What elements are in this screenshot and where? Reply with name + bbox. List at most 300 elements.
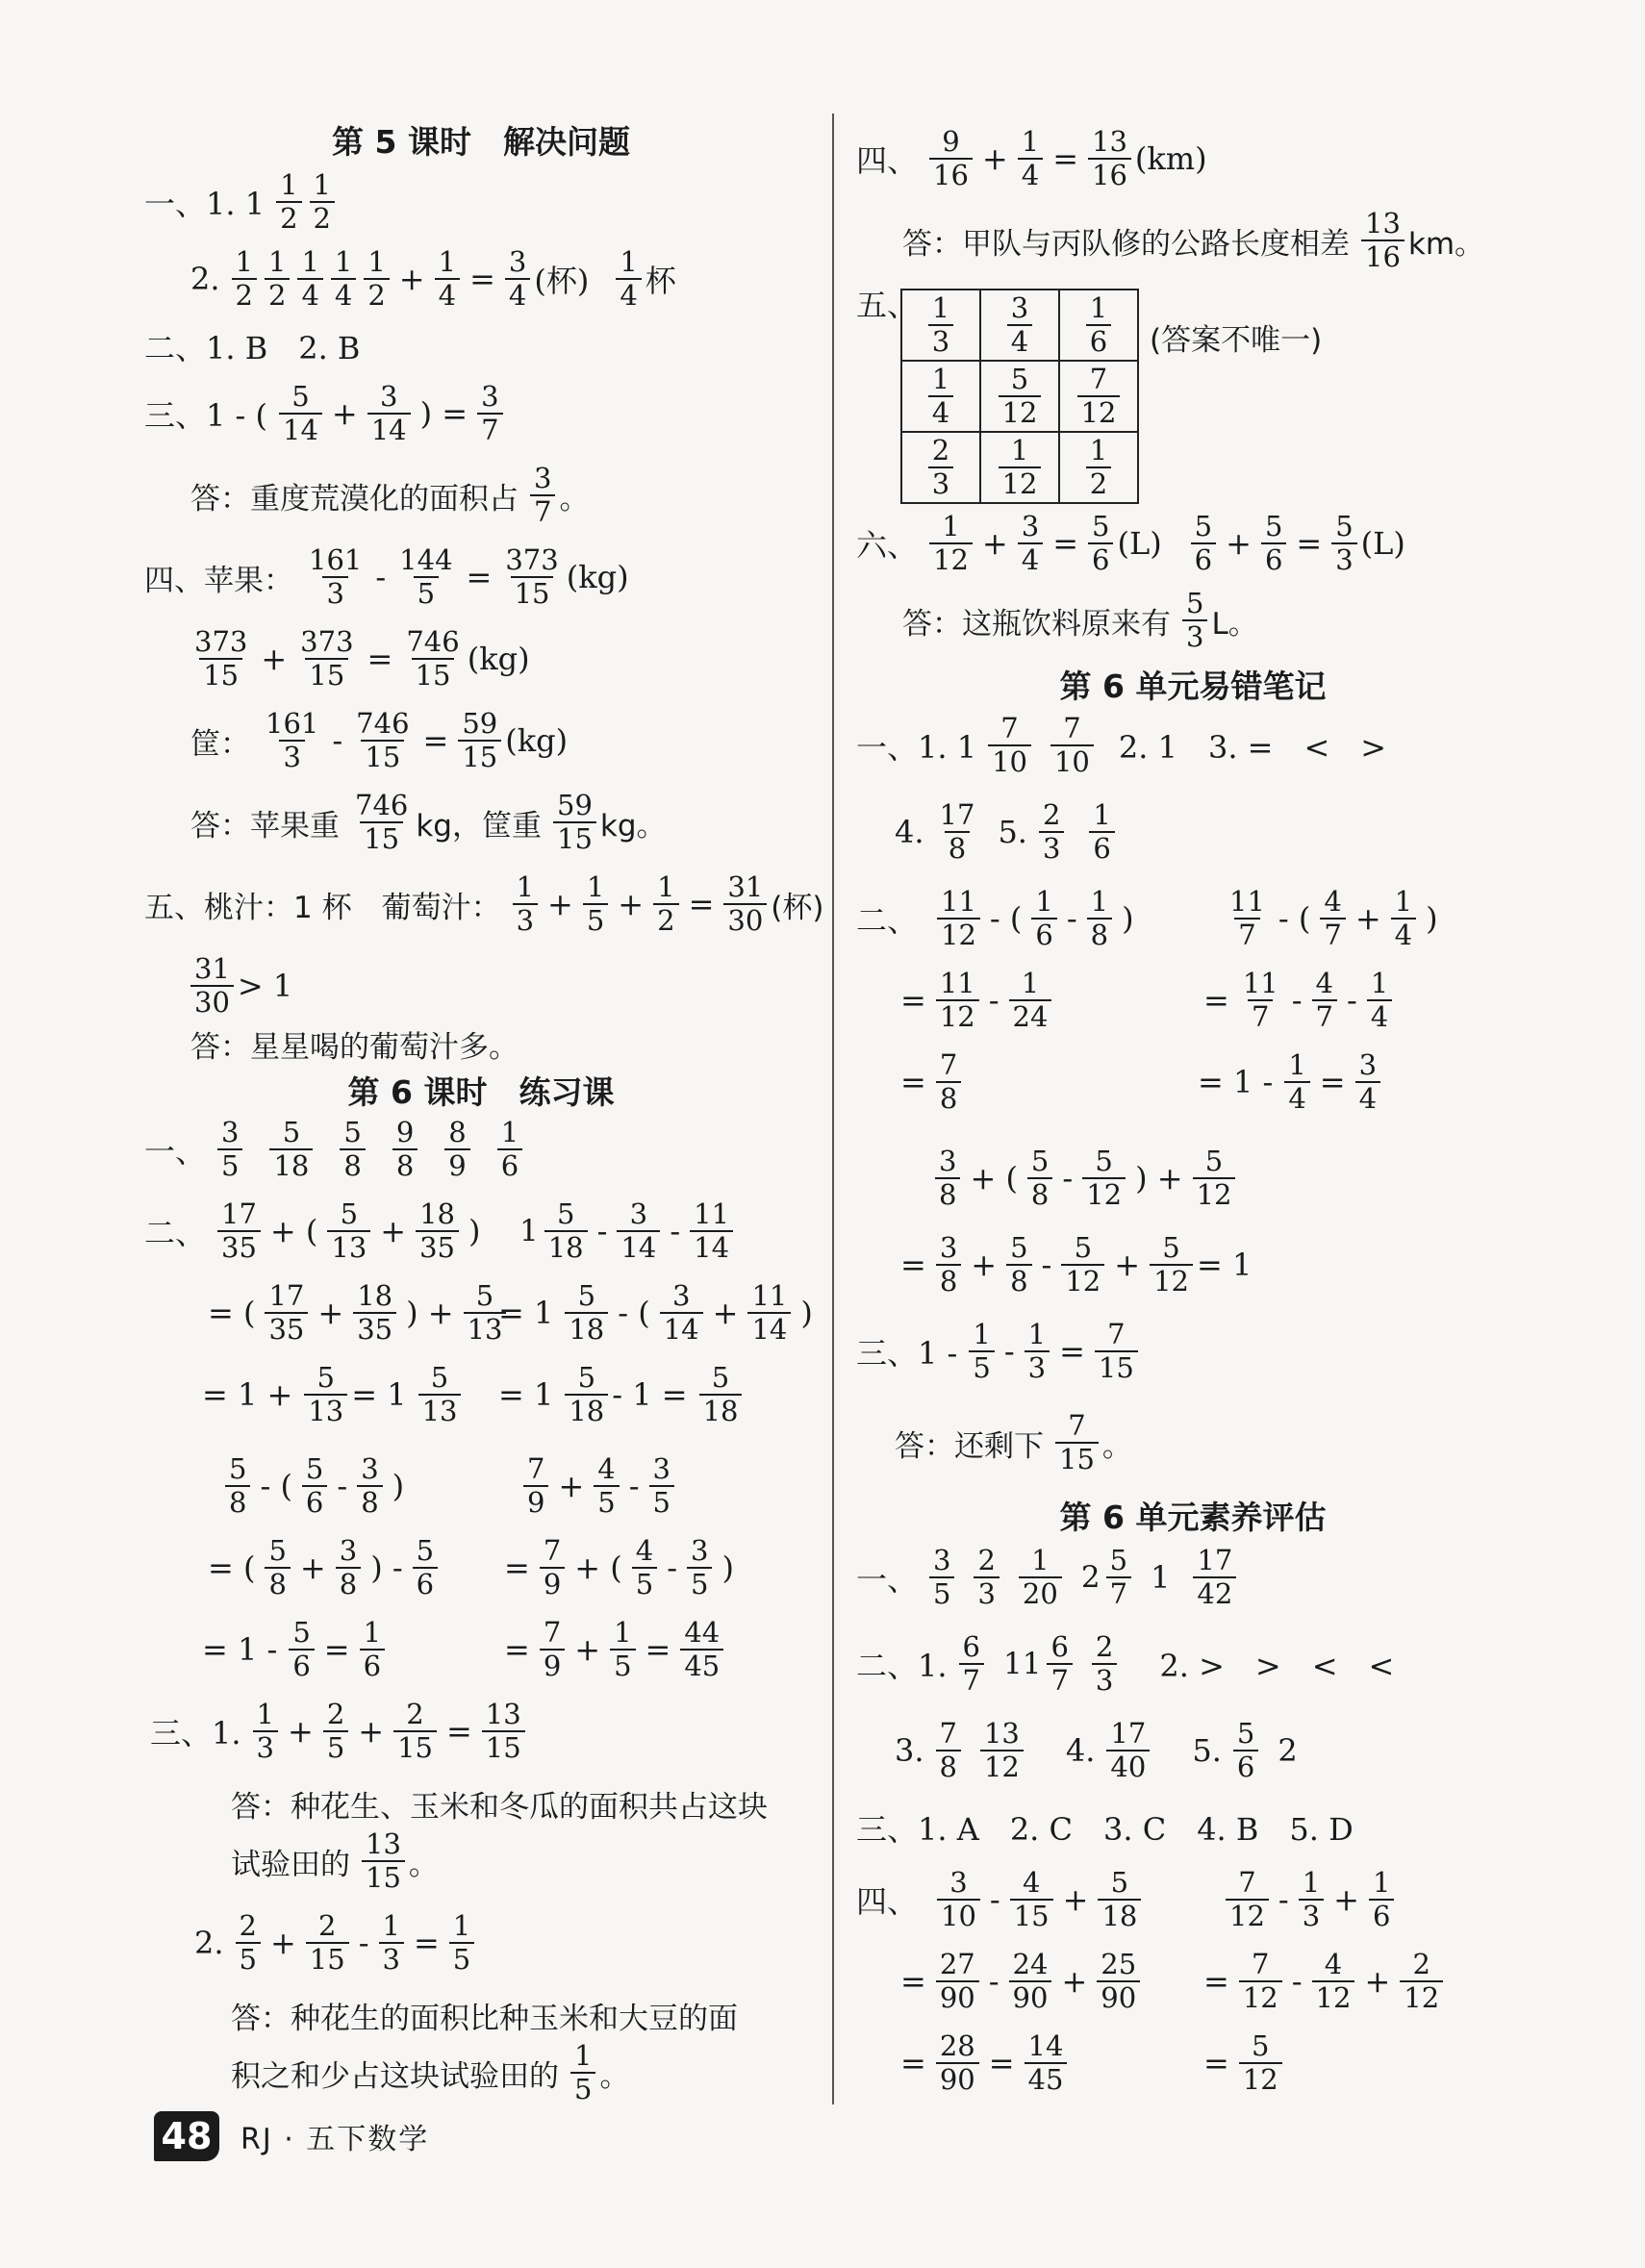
page-number: 48 — [154, 2111, 219, 2161]
fraction — [999, 435, 1042, 500]
denominator: 7 — [1047, 1663, 1072, 1697]
label: 二、1. — [856, 1648, 948, 1684]
denominator: 6 — [302, 1485, 327, 1519]
numerator: 7 — [939, 1717, 957, 1750]
answer-line: = 1 - $\frac{5}{6}$ = $\frac{1}{6}$ — [202, 1606, 389, 1693]
fraction — [323, 1699, 348, 1764]
fraction — [310, 169, 335, 235]
denominator: 3 — [1092, 1663, 1117, 1697]
numerator: 5 — [229, 1452, 247, 1485]
numerator: 3 — [629, 1197, 648, 1230]
label: 4. — [895, 814, 924, 850]
answer-line — [231, 1818, 446, 1904]
numerator: 2 — [1042, 798, 1061, 831]
denominator: 2 — [653, 903, 678, 937]
denominator: 10 — [988, 744, 1031, 778]
denominator: 9 — [540, 1649, 565, 1682]
denominator: 3 — [1299, 1899, 1324, 1932]
denominator: 15 — [1010, 1899, 1053, 1932]
fraction — [1061, 1232, 1104, 1298]
answer-line: = ( $\frac{5}{8}$ + $\frac{3}{8}$ ) - $\frac{5}{6}$ — [202, 1525, 442, 1611]
fraction — [1082, 1146, 1126, 1211]
answer-line — [902, 197, 1492, 284]
answer-text: kg，筐重 — [416, 808, 542, 844]
fraction — [360, 1617, 385, 1682]
numerator: 11 — [941, 885, 976, 918]
denominator: 12 — [929, 542, 973, 576]
denominator: 6 — [497, 1148, 522, 1182]
numerator: 5 — [268, 1534, 287, 1567]
numerator: 13 — [1092, 125, 1127, 158]
section-title-lesson6: 第 6 课时 练习课 — [347, 1073, 615, 1111]
fraction — [505, 246, 530, 312]
numerator: 1 — [931, 363, 950, 395]
fraction — [296, 626, 357, 692]
numerator: 28 — [939, 2029, 975, 2062]
unit: (km) — [1134, 140, 1207, 177]
answer-line: 1 $\frac{5}{18}$ - $\frac{3}{14}$ - $\frac{11}{14}$ — [519, 1188, 737, 1274]
answer-line: 三、1. $\frac{1}{3}$ + $\frac{2}{5}$ + $\frac{2}{15}$ = $\frac{13}{15}$ — [150, 1688, 529, 1775]
numerator: 3 — [652, 1452, 671, 1485]
numerator: 4 — [1315, 967, 1333, 999]
answer-line: $\frac{7}{9}$ + $\frac{4}{5}$ - $\frac{3}{5}$ — [519, 1443, 678, 1529]
denominator: 4 — [1284, 1081, 1309, 1115]
denominator: 7 — [959, 1663, 984, 1697]
numerator: 5 — [1010, 363, 1029, 395]
grid-cell — [901, 361, 980, 432]
denominator: 15 — [1095, 1350, 1138, 1384]
numerator: 17 — [1110, 1717, 1147, 1750]
fraction — [936, 2030, 979, 2096]
fraction — [1355, 1049, 1380, 1115]
fraction — [1312, 968, 1337, 1033]
label: 一、1. 1 — [144, 186, 266, 222]
fraction — [1284, 1049, 1309, 1115]
numerator: 2 — [1412, 1948, 1430, 1980]
numerator: 5 — [577, 1361, 596, 1394]
numerator: 3 — [1358, 1048, 1378, 1081]
denominator: 2 — [310, 201, 335, 235]
numerator: 2 — [1095, 1630, 1114, 1663]
denominator: 18 — [1098, 1899, 1141, 1932]
numerator: 2 — [239, 1909, 257, 1942]
fraction — [1009, 968, 1052, 1033]
fraction — [1088, 126, 1131, 191]
denominator: 12 — [999, 466, 1042, 500]
denominator: 12 — [1312, 1980, 1355, 2014]
denominator: 5 — [449, 1942, 474, 1976]
answer-line — [856, 702, 1394, 789]
fraction — [413, 1535, 438, 1600]
numerator: 5 — [577, 1279, 596, 1312]
numerator: 2 — [977, 1544, 996, 1576]
numerator: 7 — [543, 1616, 562, 1649]
numerator: 1 — [452, 1909, 471, 1942]
label: 一、 — [856, 1561, 919, 1598]
denominator: 9 — [540, 1567, 565, 1600]
numerator: 5 — [1074, 1231, 1093, 1264]
fraction — [232, 246, 257, 312]
fraction — [1226, 1867, 1269, 1932]
fraction — [362, 1828, 405, 1894]
denominator: 5 — [649, 1485, 674, 1519]
fraction — [190, 626, 251, 692]
answer-line: = $\frac{11}{12}$ - $\frac{1}{24}$ — [895, 957, 1055, 1044]
text: = 1 + — [202, 1376, 293, 1413]
fraction — [1086, 435, 1111, 500]
unit: (kg) — [566, 559, 629, 595]
denominator: 8 — [357, 1485, 382, 1519]
denominator: 3 — [1025, 1350, 1050, 1384]
answer-text: 答：种花生的面积比种玉米和大豆的面 — [231, 2001, 738, 2036]
numerator: 5 — [282, 1116, 301, 1148]
denominator: 6 — [413, 1567, 438, 1600]
denominator: 8 — [935, 1177, 960, 1211]
numerator: 4 — [1022, 1866, 1041, 1899]
numerator: 24 — [1012, 1948, 1049, 1980]
numerator: 3 — [339, 1534, 358, 1567]
answer-line: = ( $\frac{17}{35}$ + $\frac{18}{35}$ ) + $\frac{5}{13}$ — [202, 1270, 510, 1356]
fraction — [458, 708, 501, 773]
label: 二、 — [856, 902, 919, 939]
numerator: 31 — [727, 870, 764, 903]
numerator: 17 — [1197, 1544, 1233, 1576]
fraction — [352, 708, 413, 773]
denominator: 5 — [583, 903, 608, 937]
fraction — [928, 364, 953, 429]
numerator: 1 — [942, 510, 960, 542]
numerator: 5 — [291, 380, 310, 413]
compare-text: > 1 — [237, 968, 293, 1004]
numerator: 5 — [1162, 1231, 1180, 1264]
denominator: 8 — [1087, 918, 1112, 951]
answer-line: = $\frac{27}{90}$ - $\frac{24}{90}$ + $\frac{25}{90}$ — [895, 1938, 1144, 2025]
answer-line — [895, 789, 1119, 875]
denominator: 18 — [565, 1312, 608, 1346]
denominator: 3 — [513, 903, 538, 937]
denominator: 15 — [361, 740, 404, 773]
denominator: 5 — [414, 576, 439, 610]
denominator: 3 — [928, 466, 953, 500]
label: 一、1. 1 — [856, 729, 977, 766]
fraction — [649, 1453, 674, 1519]
denominator: 8 — [392, 1148, 418, 1182]
numerator: 5 — [343, 1116, 362, 1148]
numerator: 3 — [1010, 291, 1029, 324]
numerator: 373 — [300, 625, 354, 658]
numerator: 7 — [1089, 363, 1108, 395]
denominator: 8 — [936, 1264, 961, 1298]
numerator: 3 — [361, 1452, 379, 1485]
fraction — [690, 1198, 733, 1264]
numerator: 5 — [475, 1279, 494, 1312]
denominator: 3 — [322, 576, 347, 610]
numerator: 11 — [751, 1279, 788, 1312]
section-title-unit6-assessment: 第 6 单元素养评估 — [1059, 1499, 1327, 1536]
fraction — [1018, 126, 1043, 191]
answer-line: 2. $\frac{2}{5}$ + $\frac{2}{15}$ - $\frac{1}{3}$ = $\frac{1}{5}$ — [194, 1900, 478, 1986]
numerator: 3 — [691, 1534, 709, 1567]
denominator: 8 — [225, 1485, 250, 1519]
label: 五、桃汁：1 杯 葡萄汁： — [144, 890, 501, 925]
numerator: 27 — [939, 1948, 975, 1980]
denominator: 20 — [1019, 1576, 1062, 1610]
answer-line: 二、 $\frac{11}{12}$ - ( $\frac{1}{6}$ - $\frac{1}{8}$ ) — [856, 885, 1134, 951]
fraction — [1312, 1949, 1355, 2014]
fraction — [497, 1117, 522, 1182]
fraction — [367, 381, 411, 446]
answer-line: = $\frac{28}{90}$ = $\frac{14}{45}$ — [895, 2020, 1071, 2106]
denominator: 2 — [265, 278, 290, 312]
numerator: 1 — [267, 245, 287, 278]
numerator: 3 — [939, 1145, 957, 1177]
answer-text: 答：这瓶饮料原来有 — [902, 606, 1171, 642]
numerator: 3 — [534, 462, 552, 494]
fraction — [1226, 886, 1269, 951]
fraction — [1299, 1867, 1324, 1932]
fraction — [1400, 1949, 1443, 2014]
fraction — [1089, 799, 1114, 865]
fraction — [435, 246, 460, 312]
denominator: 35 — [265, 1312, 308, 1346]
answer-text: 答：甲队与丙队修的公路长度相差 — [902, 226, 1350, 262]
denominator: 4 — [505, 278, 530, 312]
answer-text: 答：还剩下 — [895, 1428, 1044, 1464]
denominator: 30 — [723, 903, 767, 937]
denominator: 5 — [610, 1649, 635, 1682]
denominator: 5 — [929, 1576, 954, 1610]
numerator: 746 — [406, 625, 460, 658]
numerator: 4 — [1324, 1948, 1343, 1980]
answer-line — [144, 1106, 526, 1193]
fraction — [1007, 292, 1032, 358]
numerator: 3 — [379, 380, 398, 413]
numerator: 9 — [395, 1116, 415, 1148]
denominator: 12 — [936, 999, 979, 1033]
numerator: 1 — [657, 870, 675, 903]
grid-cell — [901, 290, 980, 361]
denominator: 12 — [1082, 1177, 1126, 1211]
numerator: 1 — [363, 1616, 382, 1649]
numerator: 3 — [933, 1544, 951, 1576]
answer-line: = 1 $\frac{5}{18}$ - ( $\frac{3}{14}$ + $\frac{11}{14}$ ) — [498, 1279, 813, 1346]
answer-line: 五、桃汁：1 杯 葡萄汁： $\frac{1}{3}$ + $\frac{1}{5}$ + $\frac{1}{2}$ = $\frac{31}{30}$ (杯) — [144, 870, 824, 937]
denominator: 15 — [553, 821, 596, 855]
numerator: 3 — [939, 1231, 958, 1264]
denominator: 3 — [279, 740, 304, 773]
numerator: 1 — [1288, 1048, 1306, 1081]
denominator: 5 — [594, 1485, 619, 1519]
numerator: 1 — [1021, 967, 1040, 999]
numerator: 1 — [256, 1698, 274, 1730]
answer-line: 四、苹果： $\frac{161}{3}$ - $\frac{144}{5}$ = $\frac{373}{15}$ (kg) — [144, 543, 629, 610]
denominator: 15 — [393, 1730, 437, 1764]
numerator: 1 — [1089, 291, 1108, 324]
fraction — [1095, 1319, 1138, 1384]
fraction — [395, 544, 456, 610]
fraction — [305, 544, 366, 610]
text: = 1 — [351, 1376, 407, 1413]
fraction — [530, 463, 555, 528]
fraction — [416, 1198, 459, 1264]
fraction — [1106, 1545, 1131, 1610]
whole: 2 — [1080, 1560, 1101, 1595]
numerator: 5 — [1252, 2029, 1270, 2062]
denominator: 13 — [327, 1230, 370, 1264]
fraction — [929, 511, 973, 576]
denominator: 18 — [565, 1394, 608, 1427]
text: 1 — [1151, 1559, 1171, 1596]
denominator: 15 — [1055, 1442, 1099, 1475]
fraction — [402, 626, 463, 692]
denominator: 7 — [1320, 918, 1345, 951]
fraction — [304, 1362, 347, 1427]
denominator: 5 — [969, 1350, 994, 1384]
numerator: 3 — [481, 380, 499, 413]
answer-line: = 1 - $\frac{1}{4}$ = $\frac{3}{4}$ — [1198, 1039, 1384, 1125]
numerator: 6 — [1050, 1630, 1069, 1663]
numerator: 2 — [326, 1698, 345, 1730]
denominator: 18 — [699, 1394, 743, 1427]
numerator: 7 — [939, 1048, 958, 1081]
fraction — [1027, 1146, 1052, 1211]
numerator: 7 — [1063, 712, 1081, 744]
fraction — [1006, 1232, 1031, 1298]
fraction — [379, 1910, 404, 1976]
denominator: 15 — [306, 1942, 349, 1976]
unit: (kg) — [467, 641, 530, 677]
grid-cell — [980, 290, 1059, 361]
whole: = 1 — [498, 1295, 554, 1331]
unit: (L) — [1360, 525, 1405, 562]
fraction — [513, 871, 538, 937]
denominator: 8 — [945, 831, 970, 865]
numerator: 5 — [1264, 510, 1283, 542]
fraction — [980, 1718, 1024, 1783]
denominator: 2 — [1086, 466, 1111, 500]
fraction — [1367, 968, 1392, 1033]
whole: 1 — [519, 1214, 539, 1248]
numerator: 13 — [1365, 207, 1401, 239]
fraction — [289, 1617, 314, 1682]
text: = 1 - — [202, 1631, 278, 1668]
denominator: 16 — [1088, 158, 1131, 191]
numerator: 1 — [334, 245, 353, 278]
answer-line — [856, 1534, 1240, 1621]
fraction — [594, 1453, 619, 1519]
fraction — [959, 1631, 984, 1697]
label: 一、 — [144, 1133, 207, 1170]
grid-cell — [1059, 290, 1138, 361]
fraction — [936, 1232, 961, 1298]
denominator: 18 — [544, 1230, 588, 1264]
numerator: 13 — [366, 1827, 401, 1860]
numerator: 7 — [1107, 1318, 1126, 1350]
denominator: 2 — [276, 201, 301, 235]
denominator: 12 — [1150, 1264, 1193, 1298]
fraction — [1239, 1949, 1282, 2014]
numerator: 59 — [557, 789, 593, 821]
numerator: 1 — [1035, 885, 1053, 918]
fraction — [351, 790, 412, 855]
denominator: 6 — [1031, 918, 1056, 951]
numerator: 9 — [942, 125, 960, 158]
numerator: 1 — [235, 245, 253, 278]
numerator: 1 — [620, 245, 638, 278]
denominator: 12 — [1239, 2062, 1282, 2096]
fraction — [936, 799, 979, 865]
fraction — [1239, 968, 1282, 1033]
denominator: 12 — [1226, 1899, 1269, 1932]
numerator: 3 — [671, 1279, 691, 1312]
fraction — [544, 1198, 588, 1264]
denominator: 5 — [632, 1567, 657, 1600]
fraction — [297, 246, 322, 312]
answer-line: = $\frac{7}{8}$ — [895, 1039, 965, 1125]
denominator: 14 — [367, 413, 411, 446]
denominator: 15 — [412, 658, 455, 692]
text: - 1 = — [612, 1376, 688, 1413]
denominator: 4 — [616, 278, 641, 312]
fraction — [501, 544, 562, 610]
numerator: 5 — [1204, 1145, 1224, 1177]
fraction — [540, 1535, 565, 1600]
denominator: 4 — [1018, 542, 1043, 576]
answer-line — [144, 779, 674, 866]
denominator: 12 — [1061, 1264, 1104, 1298]
fraction — [936, 1949, 979, 2014]
denominator: 10 — [937, 1899, 980, 1932]
fraction — [1261, 511, 1286, 576]
fraction — [616, 246, 641, 312]
denominator: 3 — [1182, 619, 1207, 653]
numerator: 1 — [1010, 434, 1029, 466]
numerator: 17 — [939, 798, 975, 831]
answer-line: $\frac{7}{12}$ - $\frac{1}{3}$ + $\frac{1}{6}$ — [1222, 1856, 1398, 1943]
numerator: 1 — [586, 870, 605, 903]
numerator: 1 — [382, 1909, 400, 1942]
numerator: 5 — [1194, 510, 1213, 542]
numerator: 44 — [684, 1616, 721, 1649]
denominator: 3 — [253, 1730, 278, 1764]
section-title-lesson5: 第 5 课时 解决问题 — [332, 123, 630, 161]
answer-line — [144, 452, 596, 539]
numerator: 1 — [367, 245, 386, 278]
denominator: 4 — [435, 278, 460, 312]
numerator: 1 — [1021, 125, 1040, 158]
punct: 。 — [1101, 1428, 1132, 1464]
answer-line: 六、 $\frac{1}{12}$ + $\frac{3}{4}$ = $\frac{5}{6}$ (L) $\frac{5}{6}$ + $\frac{5}{6}$ = $\frac{5}{3}$ (L) — [856, 510, 1405, 576]
denominator: 15 — [199, 658, 242, 692]
denominator: 15 — [360, 821, 403, 855]
denominator: 2 — [364, 278, 389, 312]
numerator: 161 — [309, 543, 363, 576]
fraction — [680, 1617, 723, 1682]
numerator: 1 — [1027, 1318, 1047, 1350]
fraction — [265, 246, 290, 312]
denominator: 14 — [617, 1230, 660, 1264]
numerator: 1 — [301, 245, 319, 278]
numerator: 161 — [266, 707, 319, 740]
denominator: 6 — [1233, 1750, 1258, 1783]
numerator: 373 — [194, 625, 248, 658]
numerator: 5 — [1095, 1145, 1113, 1177]
answer-line — [895, 1707, 1305, 1794]
fraction — [687, 1535, 712, 1600]
denominator: 35 — [353, 1312, 396, 1346]
numerator: 5 — [1236, 1717, 1255, 1750]
answer-line — [231, 2029, 637, 2116]
